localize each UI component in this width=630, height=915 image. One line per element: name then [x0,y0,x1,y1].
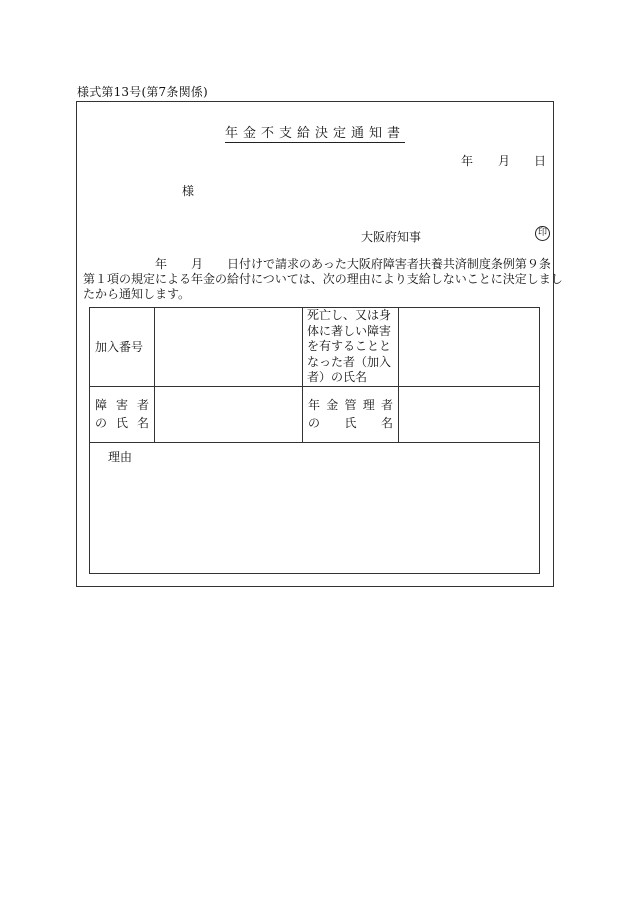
body-line-3: たから通知します。 [83,287,191,301]
pension-manager-field[interactable] [399,386,540,442]
deceased-label-line: 者）の氏名 [307,370,368,384]
form-number-label: 様式第13号(第7条関係) [77,85,208,99]
deceased-label-line: 死亡し、又は身 [307,308,392,322]
date-year: 年 [461,154,474,168]
disabled-label-line: 障害者 [95,398,149,412]
seal-mark: 印 [535,226,550,241]
issuer-name: 大阪府知事 [361,230,422,244]
deceased-person-label [303,308,399,387]
body-line-1: 年 月 日付けで請求のあった大阪府障害者扶養共済制度条例第９条 [83,257,551,271]
reason-label: 理由 [108,449,133,464]
date-day: 日 [534,154,547,168]
deceased-label-line: 体に著しい障害 [307,323,392,338]
disabled-person-field[interactable] [155,386,303,442]
deceased-label-line: なった者（加入 [307,354,392,369]
manager-label-line: の 氏 名 [308,416,393,430]
member-number-label: 加入番号 [90,308,155,387]
disabled-label-line: の氏名 [95,416,149,430]
info-table [89,307,540,574]
body-line-2: 第１項の規定による年金の給付については、次の理由により支給しないことに決定しまし [83,272,563,286]
addressee-suffix: 様 [182,184,195,198]
notice-body [83,257,563,302]
member-number-field[interactable] [155,308,303,387]
deceased-person-field[interactable] [399,308,540,387]
notice-frame [76,101,563,587]
date-month: 月 [498,154,511,168]
reason-cell[interactable] [90,442,540,573]
deceased-label-line: を有することと [307,339,392,353]
pension-manager-label [303,386,399,442]
document-title-text: 年金不支給決定通知書 [224,126,405,141]
disabled-person-label [90,386,155,442]
manager-label-line: 年金管理者 [308,398,393,412]
document-title [77,122,553,141]
